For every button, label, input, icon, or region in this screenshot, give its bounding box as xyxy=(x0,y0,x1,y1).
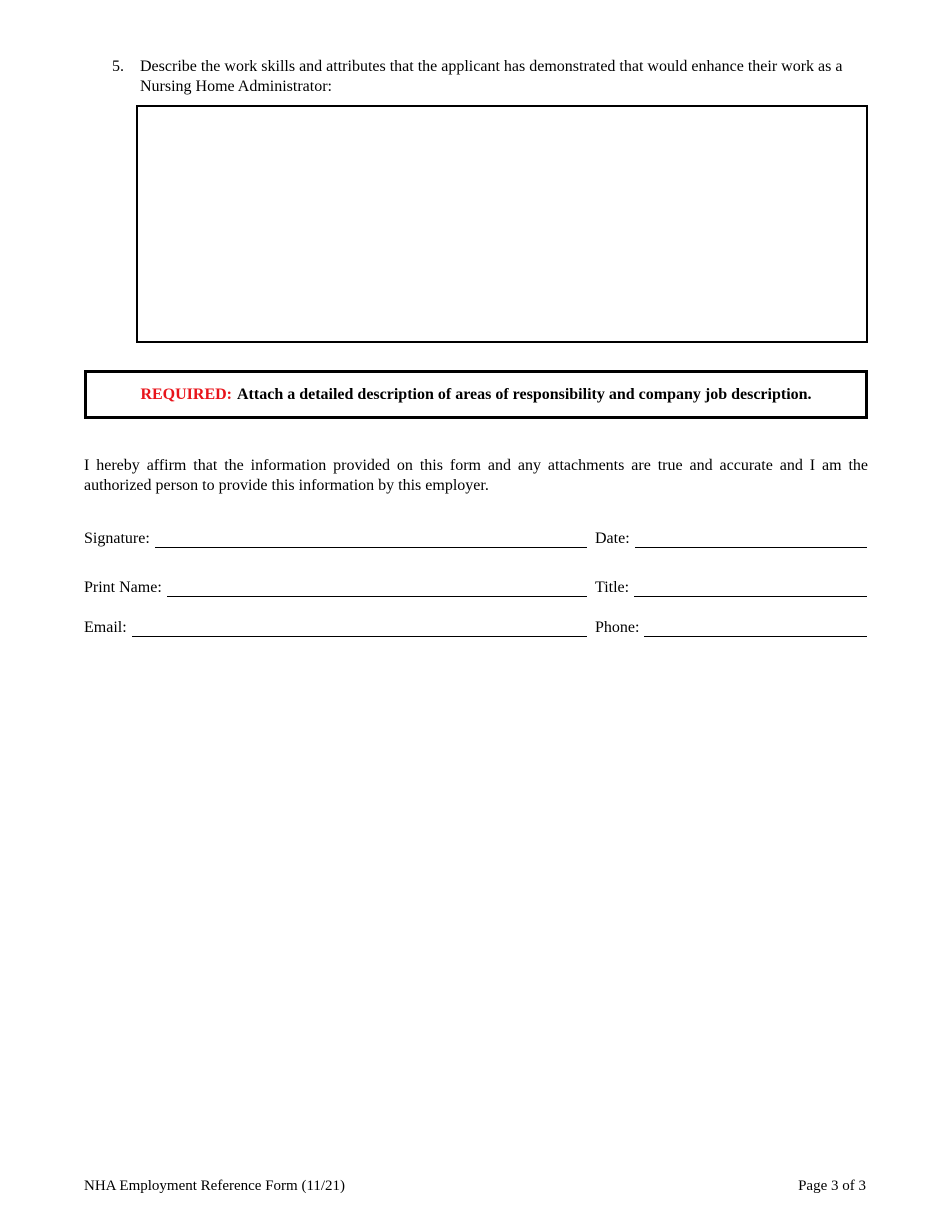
print-name-label: Print Name: xyxy=(84,579,162,596)
footer-page-number: Page 3 of 3 xyxy=(798,1178,866,1194)
affirmation-statement: I hereby affirm that the information provided on this form and any attachments are true and accurate and I am the authorized person to provide this information by this employer. xyxy=(84,457,868,494)
question-number: 5. xyxy=(112,58,124,75)
print-name-line[interactable] xyxy=(167,580,587,597)
phone-line[interactable] xyxy=(644,620,867,637)
date-label: Date: xyxy=(595,530,630,547)
question-5-answer-box[interactable] xyxy=(136,105,868,343)
title-label: Title: xyxy=(595,579,630,596)
date-line[interactable] xyxy=(635,531,867,548)
question-5 xyxy=(112,57,872,97)
question-text: Describe the work skills and attributes that the applicant has demonstrated that would enhance their work as a Nursing Home Administrator: xyxy=(140,58,843,95)
email-label: Email: xyxy=(84,619,127,636)
title-line[interactable] xyxy=(634,580,867,597)
phone-label: Phone: xyxy=(595,619,640,636)
date-field xyxy=(595,528,867,548)
title-field xyxy=(595,577,867,597)
signature-field xyxy=(84,528,587,548)
required-text: Attach a detailed description of areas of responsibility and company job description. xyxy=(237,385,812,403)
phone-field xyxy=(595,617,867,637)
email-line[interactable] xyxy=(132,620,587,637)
email-field xyxy=(84,617,587,637)
print-name-field xyxy=(84,577,587,597)
footer-form-name: NHA Employment Reference Form (11/21) xyxy=(84,1178,346,1194)
required-notice xyxy=(84,370,868,419)
signature-line[interactable] xyxy=(155,531,587,548)
required-label: REQUIRED: xyxy=(140,385,232,403)
signature-label: Signature: xyxy=(84,530,150,547)
